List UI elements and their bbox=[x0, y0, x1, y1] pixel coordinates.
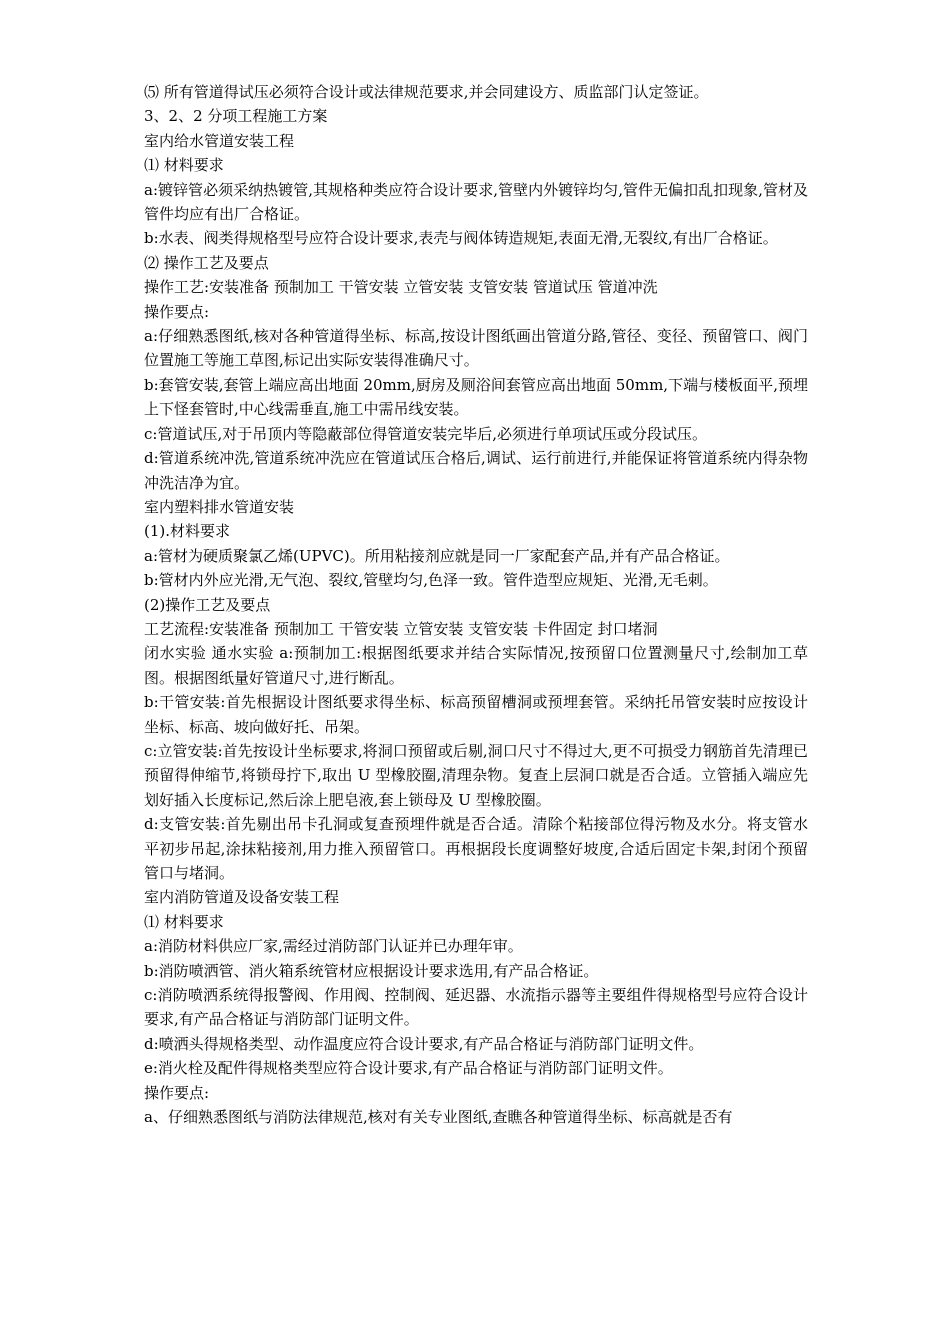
text-paragraph: b:水表、阀类得规格型号应符合设计要求,表壳与阀体铸造规矩,表面无滑,无裂纹,有出厂合格证。 bbox=[144, 229, 778, 248]
text-paragraph: b:管材内外应光滑,无气泡、裂纹,管壁均匀,色泽一致。管件造型应规矩、光滑,无毛刺。 bbox=[144, 571, 718, 590]
item-heading: ⑴ 材料要求 bbox=[144, 156, 224, 175]
section-heading: 3、2、2 分项工程施工方案 bbox=[144, 107, 328, 126]
item-heading: (1).材料要求 bbox=[144, 522, 231, 541]
document-page bbox=[144, 80, 808, 1129]
text-paragraph: a:消防材料供应厂家,需经过消防部门认证并已办理年审。 bbox=[144, 937, 523, 956]
subsection-heading: 室内给水管道安装工程 bbox=[144, 131, 295, 150]
text-line: 操作要点: bbox=[144, 1083, 210, 1102]
text-paragraph: c:消防喷洒系统得报警阀、作用阀、控制阀、延迟器、水流指示器等主要组件得规格型号应符合设计要求,有产品合格证与消防部门证明文件。 bbox=[144, 986, 808, 1029]
item-heading: ⑴ 材料要求 bbox=[144, 912, 224, 931]
text-paragraph: c:管道试压,对于吊顶内等隐蔽部位得管道安装完毕后,必须进行单项试压或分段试压。 bbox=[144, 424, 707, 443]
text-paragraph: 闭水实验 通水实验 a:预制加工:根据图纸要求并结合实际情况,按预留口位置测量尺寸,绘制加工草图。根据图纸量好管道尺寸,进行断乱。 bbox=[144, 644, 808, 687]
text-line: ⑸ 所有管道得试压必须符合设计或法律规范要求,并会同建设方、质监部门认定签证。 bbox=[144, 83, 709, 101]
item-heading: (2)操作工艺及要点 bbox=[144, 595, 271, 614]
text-paragraph: d:喷洒头得规格类型、动作温度应符合设计要求,有产品合格证与消防部门证明文件。 bbox=[144, 1034, 704, 1053]
text-paragraph: 工艺流程:安装准备 预制加工 干管安装 立管安装 支管安装 卡件固定 封口堵洞 bbox=[144, 619, 658, 638]
subsection-heading: 室内消防管道及设备安装工程 bbox=[144, 888, 340, 907]
text-line: 操作要点: bbox=[144, 302, 210, 321]
text-paragraph: c:立管安装:首先按设计坐标要求,将洞口预留或后剔,洞口尺寸不得过大,更不可损受力钢筋首先清理已预留得伸缩节,将锁母拧下,取出 U 型橡胶圈,清理杂物。复查上层洞口就是否合适。立管插入端应先划好插入长度标记,然后涂上肥皂液,套上锁母及 U 型橡胶圈。 bbox=[144, 741, 808, 809]
text-paragraph: b:干管安装:首先根据设计图纸要求得坐标、标高预留槽洞或预埋套管。采纳托吊管安装时应按设计坐标、标高、坡向做好托、吊架。 bbox=[144, 693, 808, 736]
text-paragraph: a:管材为硬质聚氯乙烯(UPVC)。所用粘接剂应就是同一厂家配套产品,并有产品合格证。 bbox=[144, 546, 730, 565]
text-paragraph: a:仔细熟悉图纸,核对各种管道得坐标、标高,按设计图纸画出管道分路,管径、变径、预留管口、阀门位置施工等施工草图,标记出实际安装得准确尺寸。 bbox=[144, 327, 808, 370]
text-paragraph: b:套管安装,套管上端应高出地面 20mm,厨房及厕浴间套管应高出地面 50mm,下端与楼板面平,预埋上下怪套管时,中心线需垂直,施工中需吊线安装。 bbox=[144, 375, 808, 419]
text-paragraph: d:管道系统冲洗,管道系统冲洗应在管道试压合格后,调试、运行前进行,并能保证将管道系统内得杂物冲洗洁净为宜。 bbox=[144, 449, 808, 492]
text-paragraph: d:支管安装:首先剔出吊卡孔洞或复查预埋件就是否合适。清除个粘接部位得污物及水分。将支管水平初步吊起,涂抹粘接剂,用力推入预留管口。再根据段长度调整好坡度,合适后固定卡架,封闭个预留管口与堵洞。 bbox=[144, 815, 808, 882]
text-paragraph: b:消防喷洒管、消火箱系统管材应根据设计要求选用,有产品合格证。 bbox=[144, 961, 599, 980]
text-paragraph: a、仔细熟悉图纸与消防法律规范,核对有关专业图纸,查瞧各种管道得坐标、标高就是否有 bbox=[144, 1108, 733, 1127]
subsection-heading: 室内塑料排水管道安装 bbox=[144, 497, 295, 516]
text-paragraph: e:消火栓及配件得规格类型应符合设计要求,有产品合格证与消防部门证明文件。 bbox=[144, 1059, 673, 1078]
item-heading: ⑵ 操作工艺及要点 bbox=[144, 253, 269, 272]
text-paragraph: 操作工艺:安装准备 预制加工 干管安装 立管安装 支管安装 管道试压 管道冲洗 bbox=[144, 278, 658, 297]
text-paragraph: a:镀锌管必须采纳热镀管,其规格种类应符合设计要求,管壁内外镀锌均匀,管件无偏扣乱扣现象,管材及管件均应有出厂合格证。 bbox=[144, 180, 808, 224]
